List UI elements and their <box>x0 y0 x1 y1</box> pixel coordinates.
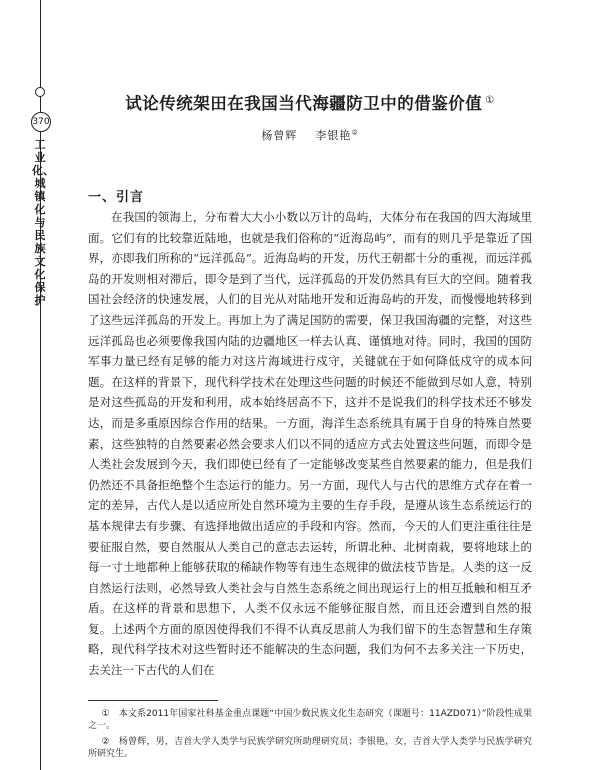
section-heading: 一、引言 <box>88 190 145 205</box>
footnote-1: ① 本文系2011年国家社科基金重点课题“中国少数民族文化生态研究（课题号：11AZD071）”阶段性成果之一。 <box>88 709 532 731</box>
footnote-2: ② 杨曾辉，男，吉首大学人类学与民族学研究所助理研究员；李银艳，女，吉首大学人类学与民族学研究所研究生。 <box>88 737 532 759</box>
article-title-text: 试论传统架田在我国当代海疆防卫中的借鉴价值 <box>125 94 483 113</box>
article-authors <box>60 127 560 143</box>
author-footnote-marker: ② <box>351 128 359 137</box>
body-paragraph: 在我国的领海上，分布着大大小小数以万计的岛屿，大体分布在我国的四大海域里面。它们有的比较靠近陆地，也就是我们俗称的“近海岛屿”，而有的则几乎是靠近了国界，亦即我们所称的“远洋孤岛”。近海岛屿的开发，历代王朝都十分的重视，而远洋孤岛的开发则相对滞后，即令是到了当代，远洋孤岛的开发仍然具有巨大的空间。随着我国社会经济的快速发展，人们的目光从对陆地开发和近海岛屿的开发，而慢慢地转移到了这些远洋孤岛的开发上。再加上为了满足国防的需要，保卫我国海疆的完整，对这些远洋孤岛也必须要像我国内陆的边疆地区一样去认真、谨慎地对待。同时，我国的国防军事力量已经有足够的能力对这片海域进行戍守，关键就在于如何降低戍守的成本问题。在这样的背景下，现代科学技术在处理这些问题的时候还不能做到尽如人意，特别是对这些孤岛的开发和利用，成本始终居高不下，这并不是说我们的科学技术还不够发达，而是多重原因综合作用的结果。一方面，海洋生态系统具有属于自身的特殊自然要素，这些独特的自然要素必然会要求人们以不同的适应方式去处置这些问题，而即令是人类社会发展到今天，我们即使已经有了一定能够改变某些自然要素的能力，但是我们仍然还不具备拒绝整个生态运行的能力。另一方面，现代人与古代的思维方式存在着一定的差异，古代人是以适应所处自然环境为主要的生存手段，是遵从该生态系统运行的基本规律去有步骤、有选择地做出适应的手段和内容。然而，今天的人们更注重往往是要征服自然，要自然服从人类自己的意志去运转，所谓北种、北树南栽，要将地球上的每一寸土地都种上能够获取的稀缺作物等有违生态规律的做法枝节皆是。人类的这一反自然运行法则，必然导致人类社会与自然生态系统之间出现运行上的相互抵触和相互矛盾。在这样的背景和思想下，人类不仅永远不能够征服自然，而且还会遭到自然的报复。上述两个方面的原因使得我们不得不认真反思前人为我们留下的生态智慧和生存策略，现代科学技术对这些暂时还不能解决的生态问题，我们为何不去多关注一下历史，去关注一下古代的人们在 <box>88 210 532 678</box>
page-number: 370 <box>31 112 51 132</box>
article-title <box>60 90 560 114</box>
running-head: 工业化、城镇化与民族文化保护 <box>32 138 54 307</box>
title-footnote-marker: ① <box>485 94 495 106</box>
author-1: 杨曾辉 <box>261 129 298 142</box>
margin-ornament <box>35 87 45 97</box>
footnote-rule <box>88 700 218 701</box>
author-2: 李银艳 <box>315 129 352 142</box>
